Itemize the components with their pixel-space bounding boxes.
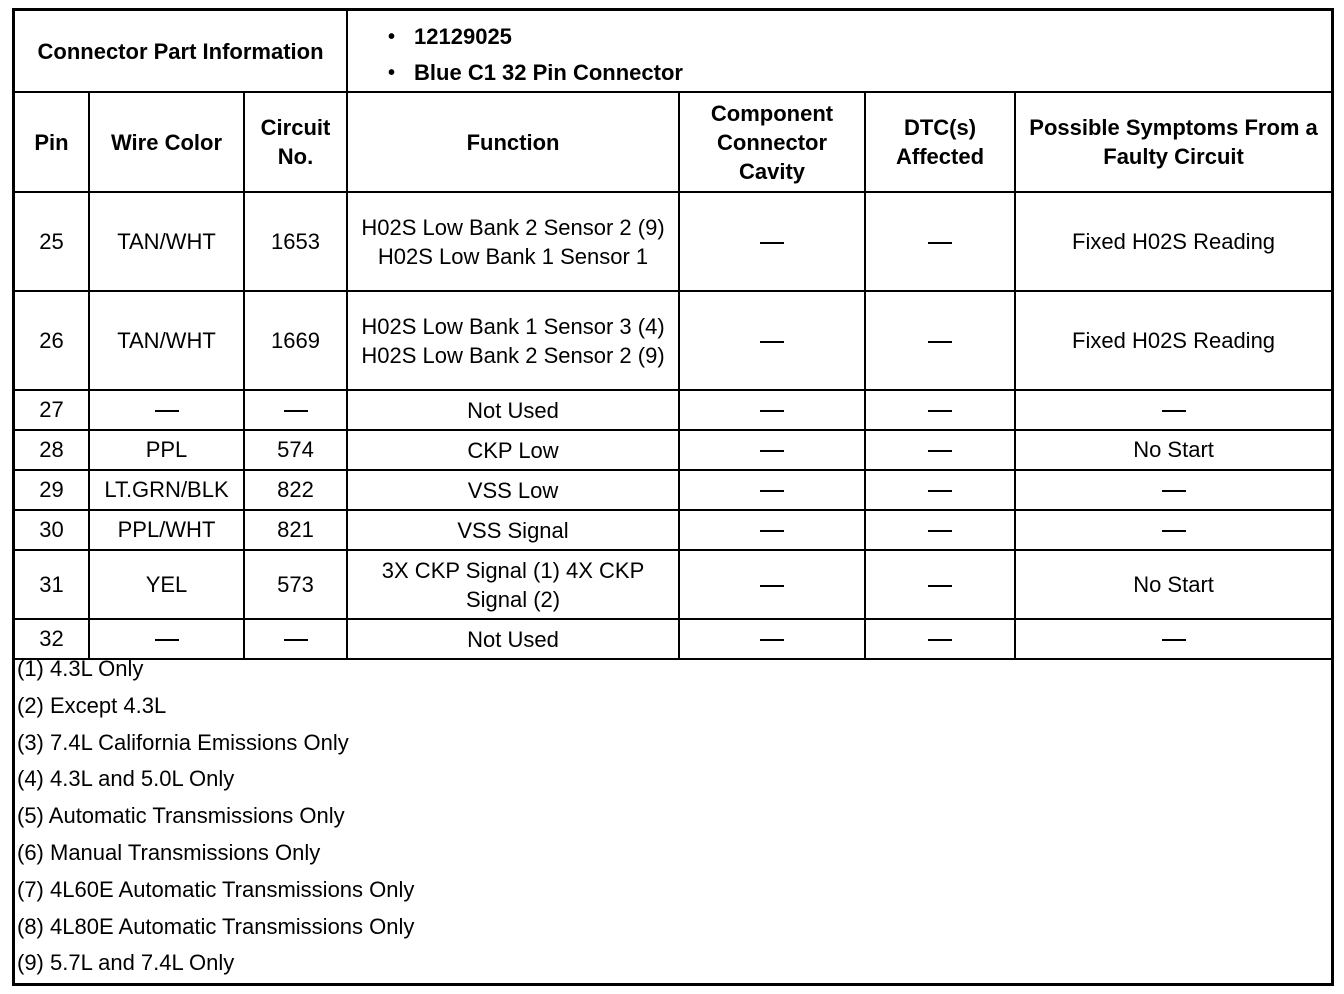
cell-wire-color: LT.GRN/BLK — [89, 470, 244, 510]
cell-circuit-no: 822 — [244, 470, 347, 510]
footnote: (8) 4L80E Automatic Transmissions Only — [17, 913, 415, 939]
cell-component-cavity — [679, 510, 865, 550]
cell-symptom: Fixed H02S Reading — [1015, 291, 1331, 390]
table-row — [15, 430, 1331, 470]
cell-component-cavity — [679, 390, 865, 430]
dash-mark — [1162, 639, 1186, 641]
cell-pin: 29 — [15, 470, 89, 510]
connector-table — [15, 11, 1331, 660]
cell-pin: 28 — [15, 430, 89, 470]
pin-rows — [15, 192, 1331, 659]
cell-pin: 27 — [15, 390, 89, 430]
cell-symptom — [1015, 470, 1331, 510]
dash-mark — [760, 410, 784, 412]
cell-symptom: No Start — [1015, 550, 1331, 619]
cell-function: Not Used — [347, 390, 679, 430]
cell-dtc — [865, 550, 1015, 619]
cell-function: H02S Low Bank 2 Sensor 2 (9) H02S Low Bank 1 Sensor 1 — [347, 192, 679, 291]
cell-wire-color: TAN/WHT — [89, 192, 244, 291]
cell-wire-color: PPL/WHT — [89, 510, 244, 550]
dash-mark — [928, 639, 952, 641]
cell-function: H02S Low Bank 1 Sensor 3 (4) H02S Low Bank 2 Sensor 2 (9) — [347, 291, 679, 390]
dash-mark — [1162, 490, 1186, 492]
header-function: Function — [347, 92, 679, 192]
table-row — [15, 470, 1331, 510]
table-row — [15, 192, 1331, 291]
cell-pin: 31 — [15, 550, 89, 619]
connector-sheet — [12, 8, 1334, 986]
footnote: (2) Except 4.3L — [17, 692, 167, 718]
cell-wire-color: TAN/WHT — [89, 291, 244, 390]
footnote: (9) 5.7L and 7.4L Only — [17, 950, 235, 976]
bullet-icon: • — [388, 25, 396, 48]
bullet-icon: • — [388, 61, 396, 84]
cell-symptom: No Start — [1015, 430, 1331, 470]
connector-info-label: Connector Part Information — [15, 11, 347, 92]
header-wire-color: Wire Color — [89, 92, 244, 192]
part-number-line — [388, 19, 1331, 55]
cell-pin: 26 — [15, 291, 89, 390]
part-number: 12129025 — [414, 24, 512, 49]
cell-function: CKP Low — [347, 430, 679, 470]
cell-pin: 32 — [15, 619, 89, 659]
dash-mark — [928, 410, 952, 412]
connector-info-row — [15, 11, 1331, 92]
dash-mark — [155, 639, 179, 641]
connector-description: Blue C1 32 Pin Connector — [414, 60, 683, 85]
cell-circuit-no: 1669 — [244, 291, 347, 390]
cell-dtc — [865, 470, 1015, 510]
footnote: (3) 7.4L California Emissions Only — [17, 729, 349, 755]
dash-mark — [928, 242, 952, 244]
dash-mark — [155, 410, 179, 412]
header-component-cavity: Component Connector Cavity — [679, 92, 865, 192]
dash-mark — [928, 490, 952, 492]
cell-symptom — [1015, 390, 1331, 430]
footnote: (4) 4.3L and 5.0L Only — [17, 766, 235, 792]
cell-component-cavity — [679, 550, 865, 619]
dash-mark — [928, 450, 952, 452]
dash-mark — [1162, 530, 1186, 532]
cell-component-cavity — [679, 430, 865, 470]
dash-mark — [760, 639, 784, 641]
cell-function: VSS Signal — [347, 510, 679, 550]
cell-component-cavity — [679, 470, 865, 510]
cell-circuit-no: 821 — [244, 510, 347, 550]
dash-mark — [284, 410, 308, 412]
cell-component-cavity — [679, 291, 865, 390]
header-circuit-no: Circuit No. — [244, 92, 347, 192]
dash-mark — [928, 341, 952, 343]
cell-dtc — [865, 430, 1015, 470]
cell-dtc — [865, 390, 1015, 430]
cell-pin: 25 — [15, 192, 89, 291]
connector-description-line — [388, 55, 1331, 91]
dash-mark — [760, 530, 784, 532]
cell-wire-color — [89, 390, 244, 430]
footnote: (6) Manual Transmissions Only — [17, 839, 321, 865]
header-pin: Pin — [15, 92, 89, 192]
dash-mark — [760, 585, 784, 587]
dash-mark — [760, 450, 784, 452]
cell-dtc — [865, 291, 1015, 390]
table-row — [15, 291, 1331, 390]
dash-mark — [284, 639, 308, 641]
cell-wire-color: YEL — [89, 550, 244, 619]
header-dtc: DTC(s) Affected — [865, 92, 1015, 192]
table-row — [15, 510, 1331, 550]
dash-mark — [1162, 410, 1186, 412]
header-row — [15, 92, 1331, 192]
cell-dtc — [865, 510, 1015, 550]
cell-wire-color: PPL — [89, 430, 244, 470]
cell-symptom: Fixed H02S Reading — [1015, 192, 1331, 291]
cell-function: 3X CKP Signal (1) 4X CKP Signal (2) — [347, 550, 679, 619]
table-row — [15, 550, 1331, 619]
footnote: (5) Automatic Transmissions Only — [17, 803, 345, 829]
connector-info-values — [347, 11, 1331, 92]
cell-circuit-no: 1653 — [244, 192, 347, 291]
dash-mark — [760, 341, 784, 343]
cell-circuit-no: 574 — [244, 430, 347, 470]
footnote: (7) 4L60E Automatic Transmissions Only — [17, 876, 415, 902]
dash-mark — [760, 242, 784, 244]
table-row — [15, 390, 1331, 430]
dash-mark — [760, 490, 784, 492]
footnotes — [15, 651, 1331, 982]
cell-circuit-no — [244, 390, 347, 430]
header-symptoms: Possible Symptoms From a Faulty Circuit — [1015, 92, 1331, 192]
cell-symptom — [1015, 510, 1331, 550]
cell-component-cavity — [679, 192, 865, 291]
dash-mark — [928, 530, 952, 532]
cell-circuit-no: 573 — [244, 550, 347, 619]
cell-function: Not Used — [347, 619, 679, 659]
footnote: (1) 4.3L Only — [17, 656, 144, 681]
cell-dtc — [865, 192, 1015, 291]
dash-mark — [928, 585, 952, 587]
cell-pin: 30 — [15, 510, 89, 550]
cell-function: VSS Low — [347, 470, 679, 510]
